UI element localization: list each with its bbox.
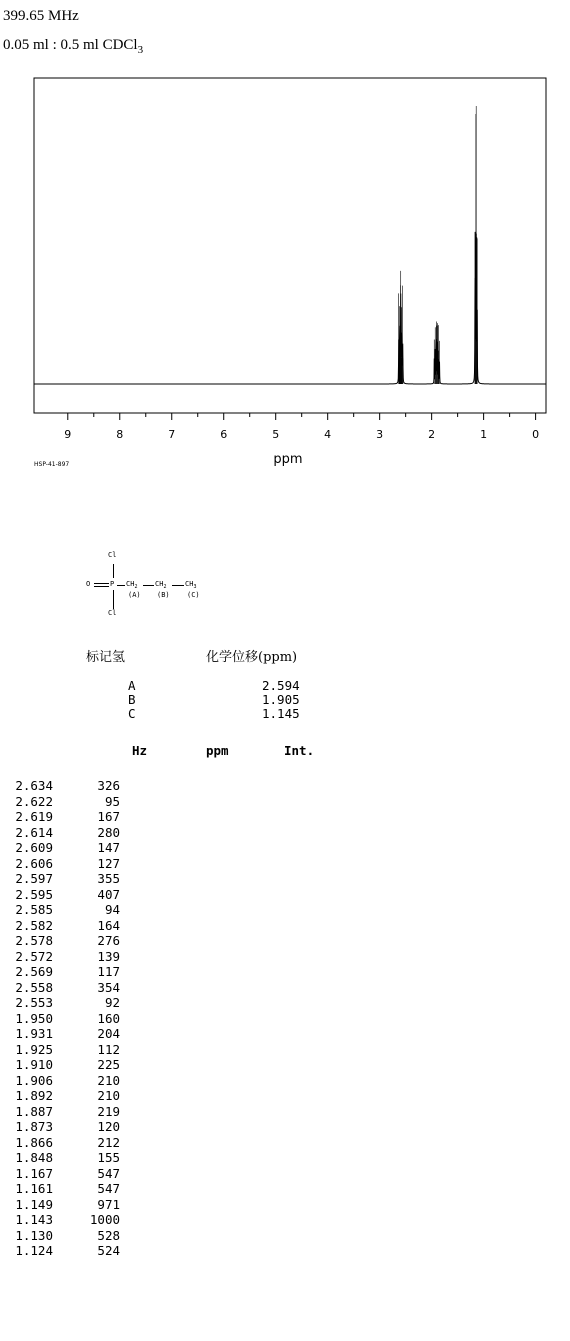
peak-int: 117 (97, 964, 120, 979)
assignment-shift: 1.905 (262, 692, 300, 707)
chlorine-top: Cl (108, 551, 117, 559)
peak-table-row (0, 933, 360, 949)
peak-ppm: 1.873 (15, 1119, 53, 1134)
assignment-row (0, 679, 330, 692)
peak-table-row (0, 1026, 360, 1042)
assignment-header-label: 标记氢 (86, 650, 126, 665)
peak-int: 528 (97, 1227, 120, 1243)
peak-ppm: 2.606 (15, 855, 53, 871)
peak-table-row (0, 778, 360, 794)
peak-int: 167 (97, 809, 120, 824)
peak-ppm: 1.906 (15, 1072, 53, 1088)
peak-int: 547 (97, 1181, 120, 1196)
peak-ppm: 1.143 (15, 1212, 53, 1227)
peak-table-row (0, 1135, 360, 1151)
peak-table-row (0, 949, 360, 965)
bond-p-ch2 (117, 585, 125, 586)
peak-int: 210 (97, 1088, 120, 1103)
peak-ppm: 1.124 (15, 1243, 53, 1258)
assignment-row (0, 707, 330, 720)
peak-ppm: 1.950 (15, 1010, 53, 1026)
phosphorus-atom: P (110, 580, 115, 588)
x-tick-label: 3 (376, 428, 384, 441)
peak-int: 160 (97, 1010, 120, 1026)
x-tick-label: 1 (480, 428, 488, 441)
peak-table-header (0, 744, 360, 758)
peak-ppm: 1.167 (15, 1165, 53, 1181)
peak-int: 276 (97, 933, 120, 948)
peak-table-row (0, 1011, 360, 1027)
chlorine-bottom: Cl (108, 609, 117, 617)
peak-ppm: 1.925 (15, 1041, 53, 1057)
x-tick-label: 4 (324, 428, 332, 441)
peak-int: 204 (97, 1026, 120, 1041)
peak-ppm: 1.910 (15, 1057, 53, 1072)
peak-ppm: 2.585 (15, 902, 53, 917)
peak-int: 355 (97, 871, 120, 886)
peak-table-row (0, 887, 360, 903)
assignment-label: B (128, 692, 136, 707)
peak-ppm: 2.595 (15, 886, 53, 902)
peak-table (0, 778, 360, 1259)
label-b: (B) (157, 591, 170, 599)
peak-ppm: 2.582 (15, 917, 53, 933)
header-ppm: ppm (206, 743, 229, 758)
peak-table-row (0, 1197, 360, 1213)
ch2-b-group: $CH_2$ (155, 580, 167, 590)
peak-int: 280 (97, 824, 120, 840)
peak-ppm: 1.892 (15, 1088, 53, 1103)
peak-ppm: 1.130 (15, 1227, 53, 1243)
ch2-a-group: $CH_2$ (126, 580, 138, 590)
peak-ppm: 2.597 (15, 871, 53, 886)
peak-int: 1000 (89, 1212, 120, 1227)
peak-ppm: 1.887 (15, 1103, 53, 1119)
assignment-row (0, 693, 330, 706)
x-tick-label: 8 (116, 428, 124, 441)
peak-ppm: 1.161 (15, 1181, 53, 1196)
x-tick-label: 7 (168, 428, 176, 441)
peak-table-row (0, 1104, 360, 1120)
label-a: (A) (128, 591, 141, 599)
peak-int: 524 (97, 1243, 120, 1258)
x-tick-label: 6 (220, 428, 228, 441)
spectrometer-frequency: 399.65 MHz (3, 8, 79, 24)
x-tick-label: 5 (272, 428, 280, 441)
peak-table-row (0, 809, 360, 825)
peak-table-row (0, 918, 360, 934)
assignment-header-shift: 化学位移(ppm) (206, 650, 298, 665)
peak-int: 164 (97, 917, 120, 933)
peak-table-row (0, 1057, 360, 1073)
peak-ppm: 1.866 (15, 1134, 53, 1150)
peak-table-row (0, 825, 360, 841)
peak-int: 112 (97, 1041, 120, 1057)
bond-a-b (143, 585, 154, 586)
label-c: (C) (187, 591, 200, 599)
peak-table-row (0, 1042, 360, 1058)
peak-table-row (0, 1119, 360, 1135)
peak-int: 210 (97, 1072, 120, 1088)
peak-table-row (0, 1166, 360, 1182)
bond-p-cl-bottom (113, 590, 114, 609)
peak-ppm: 1.931 (15, 1026, 53, 1041)
peak-ppm: 2.569 (15, 964, 53, 979)
assignment-shift: 2.594 (262, 678, 300, 693)
spectrum-code: HSP-41-897 (34, 461, 70, 468)
peak-table-row (0, 1228, 360, 1244)
plot-frame (34, 78, 546, 413)
peak-table-row (0, 1181, 360, 1197)
peak-table-row (0, 980, 360, 996)
peak-table-row (0, 1088, 360, 1104)
x-tick-label: 2 (428, 428, 436, 441)
peak-table-row (0, 964, 360, 980)
peak-int: 407 (97, 886, 120, 902)
peak-int: 971 (97, 1196, 120, 1212)
double-bond-lower (94, 586, 109, 587)
peak-table-row (0, 1150, 360, 1166)
peak-int: 127 (97, 855, 120, 871)
double-bond-upper (94, 583, 109, 584)
peak-table-row (0, 1212, 360, 1228)
ch3-c-group: $CH_3$ (185, 580, 197, 590)
peak-int: 326 (97, 778, 120, 793)
header-hz: Hz (132, 743, 148, 758)
peak-table-row (0, 840, 360, 856)
x-tick-label: 0 (532, 428, 540, 441)
assignment-shift: 1.145 (262, 706, 300, 721)
assignment-label: C (128, 706, 136, 721)
x-tick-label: 9 (64, 428, 72, 441)
peak-int: 147 (97, 840, 120, 855)
peak-ppm: 2.622 (15, 793, 53, 809)
peak-ppm: 2.558 (15, 979, 53, 995)
peak-table-row (0, 1243, 360, 1259)
peak-int: 139 (97, 948, 120, 964)
peak-int: 94 (104, 902, 120, 917)
peak-table-row (0, 794, 360, 810)
bond-p-cl-top (113, 564, 114, 578)
peak-ppm: 2.614 (15, 824, 53, 840)
peak-ppm: 2.578 (15, 933, 53, 948)
peak-ppm: 2.572 (15, 948, 53, 964)
peak-int: 92 (104, 995, 120, 1010)
peak-table-row (0, 902, 360, 918)
peak-int: 354 (97, 979, 120, 995)
peak-int: 95 (104, 793, 120, 809)
peak-ppm: 1.848 (15, 1150, 53, 1165)
peak-ppm: 2.609 (15, 840, 53, 855)
molecule-structure (86, 548, 256, 646)
peak-int: 547 (97, 1165, 120, 1181)
peak-table-row (0, 995, 360, 1011)
peak-table-row (0, 856, 360, 872)
peak-ppm: 2.553 (15, 995, 53, 1010)
peak-int: 219 (97, 1103, 120, 1119)
nmr-spectrum-chart (0, 0, 570, 480)
peak-int: 120 (97, 1119, 120, 1134)
peak-int: 212 (97, 1134, 120, 1150)
peak-table-row (0, 871, 360, 887)
header-int: Int. (284, 743, 315, 758)
sample-description: 0.05 ml : 0.5 ml CDCl$_3$ (3, 37, 144, 56)
peak-int: 155 (97, 1150, 120, 1165)
bond-b-c (172, 585, 184, 586)
assignment-label: A (128, 678, 136, 693)
peak-ppm: 1.149 (15, 1196, 53, 1212)
peak-table-row (0, 1073, 360, 1089)
x-axis-title: ppm (273, 452, 303, 467)
peak-ppm: 2.634 (15, 778, 53, 793)
oxygen-atom: O (86, 580, 91, 588)
x-axis-ticks (64, 413, 539, 441)
spectrum-trace (34, 234, 546, 384)
peak-ppm: 2.619 (15, 809, 53, 824)
peak-int: 225 (97, 1057, 120, 1072)
